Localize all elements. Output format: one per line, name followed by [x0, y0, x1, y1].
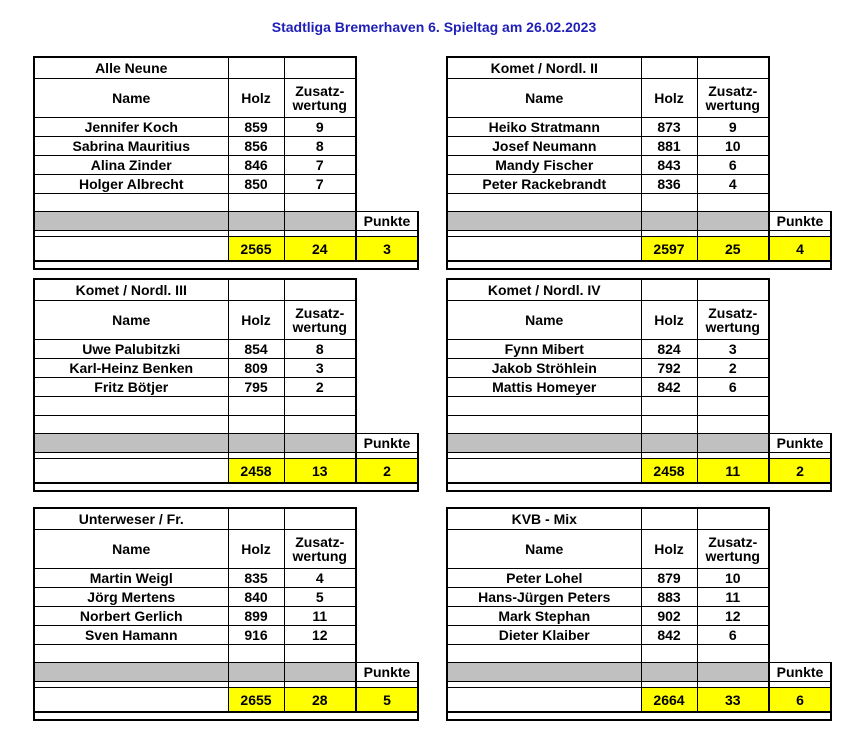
player-name: Holger Albrecht: [34, 175, 228, 194]
player-holz: 899: [228, 607, 284, 626]
punkte-label: Punkte: [769, 663, 831, 682]
team-block-kvb-mix: [446, 507, 830, 713]
team-punkte: 2: [356, 459, 418, 484]
team-name: Alle Neune: [34, 57, 228, 79]
separator-bar: [34, 212, 228, 231]
player-name: Peter Rackebrandt: [447, 175, 641, 194]
punkte-label: Punkte: [356, 212, 418, 231]
player-name: Sabrina Mauritius: [34, 137, 228, 156]
total-zusatzwertung: 33: [697, 688, 769, 713]
team-name: Komet / Nordl. II: [447, 57, 641, 79]
col-header-zusatzwertung: Zusatz- wertung: [284, 301, 356, 340]
player-name: Uwe Palubitzki: [34, 340, 228, 359]
col-header-name: Name: [34, 530, 228, 569]
team-table: [33, 56, 419, 270]
player-holz: 859: [228, 118, 284, 137]
player-zusatzwertung: 7: [284, 156, 356, 175]
punkte-label: Punkte: [769, 434, 831, 453]
col-header-holz: Holz: [228, 530, 284, 569]
col-header-zusatzwertung: Zusatz- wertung: [697, 79, 769, 118]
total-holz: 2664: [641, 688, 697, 713]
col-header-name: Name: [34, 301, 228, 340]
player-name: Mattis Homeyer: [447, 378, 641, 397]
col-header-holz: Holz: [641, 530, 697, 569]
player-name: Norbert Gerlich: [34, 607, 228, 626]
player-zusatzwertung: 4: [697, 175, 769, 194]
player-holz: 916: [228, 626, 284, 645]
player-holz: [641, 397, 697, 416]
player-name: Josef Neumann: [447, 137, 641, 156]
player-name: Jennifer Koch: [34, 118, 228, 137]
col-header-holz: Holz: [228, 79, 284, 118]
col-header-holz: Holz: [228, 301, 284, 340]
player-holz: 836: [641, 175, 697, 194]
player-zusatzwertung: 8: [284, 137, 356, 156]
team-table: [446, 278, 832, 492]
player-zusatzwertung: 5: [284, 588, 356, 607]
player-holz: 881: [641, 137, 697, 156]
player-holz: 809: [228, 359, 284, 378]
player-zusatzwertung: 12: [284, 626, 356, 645]
player-zusatzwertung: 7: [284, 175, 356, 194]
player-zusatzwertung: 3: [697, 340, 769, 359]
total-zusatzwertung: 13: [284, 459, 356, 484]
page-title: Stadtliga Bremerhaven 6. Spieltag am 26.02.2023: [271, 19, 597, 35]
player-zusatzwertung: 9: [284, 118, 356, 137]
player-name: Mark Stephan: [447, 607, 641, 626]
player-name: Hans-Jürgen Peters: [447, 588, 641, 607]
total-holz: 2655: [228, 688, 284, 713]
player-holz: 873: [641, 118, 697, 137]
player-zusatzwertung: 6: [697, 378, 769, 397]
player-name: Sven Hamann: [34, 626, 228, 645]
separator-bar: [34, 663, 228, 682]
separator-bar: [447, 434, 641, 453]
col-header-holz: Holz: [641, 301, 697, 340]
team-punkte: 2: [769, 459, 831, 484]
punkte-label: Punkte: [356, 434, 418, 453]
team-block-alle-neune: [33, 56, 417, 262]
total-zusatzwertung: 11: [697, 459, 769, 484]
player-zusatzwertung: 3: [284, 359, 356, 378]
separator-bar: [447, 663, 641, 682]
team-punkte: 6: [769, 688, 831, 713]
player-zusatzwertung: 11: [697, 588, 769, 607]
player-holz: 846: [228, 156, 284, 175]
player-name: Dieter Klaiber: [447, 626, 641, 645]
separator-bar: [447, 212, 641, 231]
team-name: Komet / Nordl. III: [34, 279, 228, 301]
team-name: Unterweser / Fr.: [34, 508, 228, 530]
player-holz: 843: [641, 156, 697, 175]
player-zusatzwertung: 8: [284, 340, 356, 359]
player-zusatzwertung: 2: [697, 359, 769, 378]
player-holz: 824: [641, 340, 697, 359]
player-holz: 879: [641, 569, 697, 588]
total-holz: 2458: [641, 459, 697, 484]
player-name: Mandy Fischer: [447, 156, 641, 175]
team-block-komet-nordl-iv: [446, 278, 830, 484]
total-holz: 2597: [641, 237, 697, 262]
total-zusatzwertung: 24: [284, 237, 356, 262]
total-zusatzwertung: 25: [697, 237, 769, 262]
player-name: Jörg Mertens: [34, 588, 228, 607]
player-holz: [228, 397, 284, 416]
player-holz: 842: [641, 626, 697, 645]
player-name: Peter Lohel: [447, 569, 641, 588]
total-holz: 2458: [228, 459, 284, 484]
player-name: [447, 397, 641, 416]
team-name: KVB - Mix: [447, 508, 641, 530]
player-holz: 854: [228, 340, 284, 359]
separator-bar: [34, 434, 228, 453]
team-table: [33, 278, 419, 492]
player-holz: 835: [228, 569, 284, 588]
player-holz: 883: [641, 588, 697, 607]
team-punkte: 3: [356, 237, 418, 262]
player-name: Alina Zinder: [34, 156, 228, 175]
team-table: [33, 507, 419, 721]
team-block-komet-nordl-ii: [446, 56, 830, 262]
player-name: Karl-Heinz Benken: [34, 359, 228, 378]
col-header-name: Name: [447, 301, 641, 340]
player-holz: 850: [228, 175, 284, 194]
player-zusatzwertung: [284, 397, 356, 416]
player-zusatzwertung: 10: [697, 569, 769, 588]
team-punkte: 5: [356, 688, 418, 713]
player-name: Fynn Mibert: [447, 340, 641, 359]
player-name: Martin Weigl: [34, 569, 228, 588]
team-block-komet-nordl-iii: [33, 278, 417, 484]
player-holz: 795: [228, 378, 284, 397]
player-holz: 902: [641, 607, 697, 626]
col-header-zusatzwertung: Zusatz- wertung: [284, 79, 356, 118]
player-zusatzwertung: 2: [284, 378, 356, 397]
player-zusatzwertung: 6: [697, 156, 769, 175]
player-holz: 840: [228, 588, 284, 607]
col-header-zusatzwertung: Zusatz- wertung: [697, 530, 769, 569]
player-holz: 792: [641, 359, 697, 378]
col-header-zusatzwertung: Zusatz- wertung: [284, 530, 356, 569]
player-name: Fritz Bötjer: [34, 378, 228, 397]
total-holz: 2565: [228, 237, 284, 262]
team-punkte: 4: [769, 237, 831, 262]
col-header-holz: Holz: [641, 79, 697, 118]
team-block-unterweser-fr: [33, 507, 417, 713]
total-zusatzwertung: 28: [284, 688, 356, 713]
team-table: [446, 56, 832, 270]
player-name: [34, 397, 228, 416]
player-zusatzwertung: 9: [697, 118, 769, 137]
col-header-name: Name: [447, 530, 641, 569]
player-holz: 842: [641, 378, 697, 397]
col-header-name: Name: [447, 79, 641, 118]
player-zusatzwertung: 10: [697, 137, 769, 156]
team-name: Komet / Nordl. IV: [447, 279, 641, 301]
punkte-label: Punkte: [769, 212, 831, 231]
player-zusatzwertung: 12: [697, 607, 769, 626]
team-table: [446, 507, 832, 721]
punkte-label: Punkte: [356, 663, 418, 682]
player-zusatzwertung: [697, 397, 769, 416]
col-header-name: Name: [34, 79, 228, 118]
player-name: Heiko Stratmann: [447, 118, 641, 137]
col-header-zusatzwertung: Zusatz- wertung: [697, 301, 769, 340]
player-name: Jakob Ströhlein: [447, 359, 641, 378]
player-zusatzwertung: 4: [284, 569, 356, 588]
player-zusatzwertung: 11: [284, 607, 356, 626]
player-zusatzwertung: 6: [697, 626, 769, 645]
player-holz: 856: [228, 137, 284, 156]
